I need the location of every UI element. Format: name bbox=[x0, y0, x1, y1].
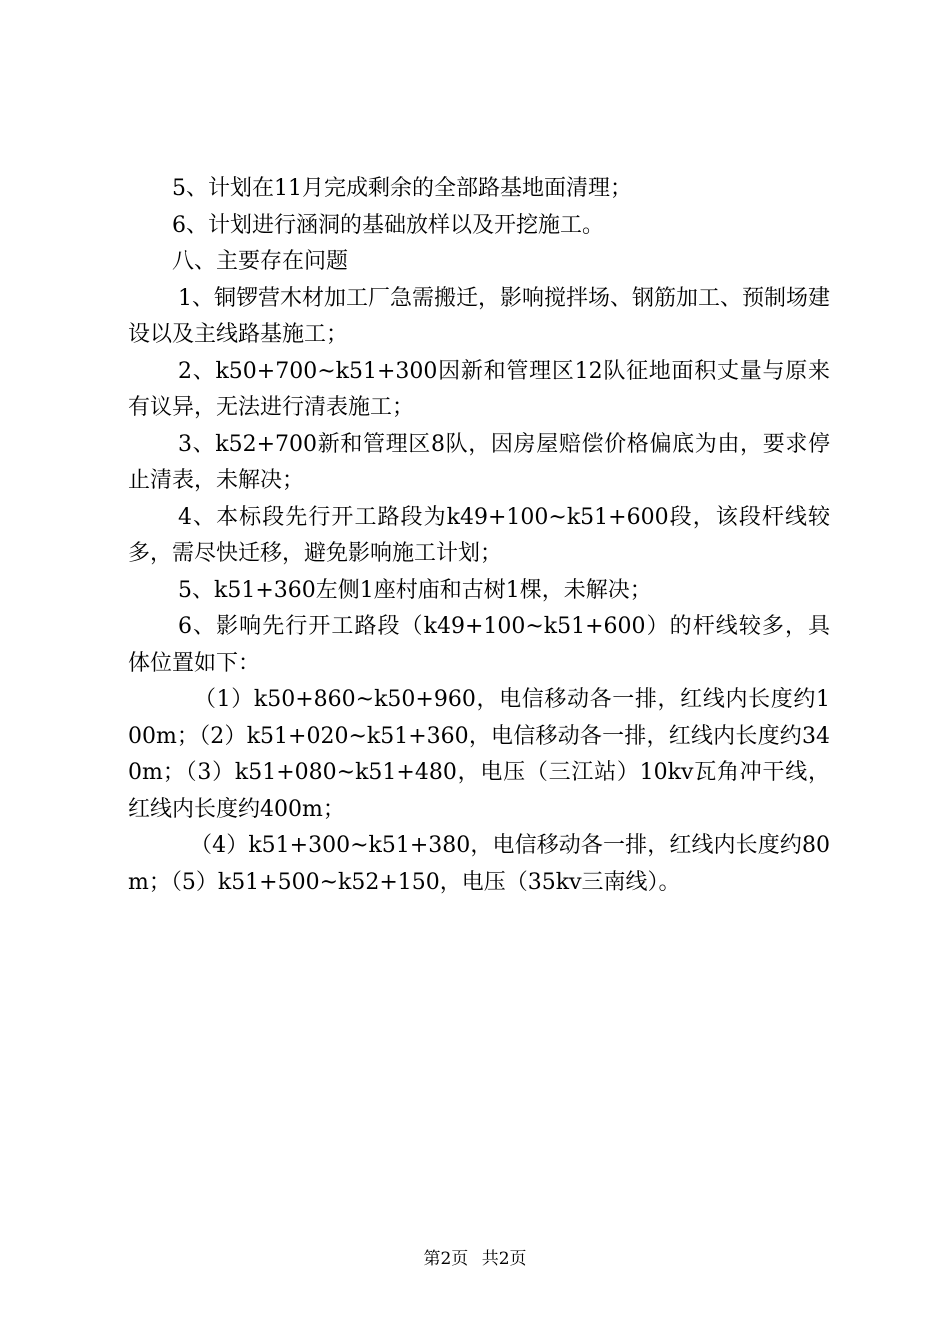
page-total: 共2页 bbox=[481, 1249, 527, 1269]
paragraph: 5、k51+360左侧1座村庙和古树1棵，未解决； bbox=[178, 577, 652, 603]
paragraph: 5、计划在11月完成剩余的全部路基地面清理； bbox=[172, 176, 632, 201]
paragraph: 4、本标段先行开工路段为k49+100~k51+600段，该段杆线较多，需尽快迁移，避免影响施工计划； bbox=[128, 504, 830, 566]
paragraph: （1）k50+860~k50+960，电信移动各一排，红线内长度约100m；（2）k51+020~k51+360，电信移动各一排，红线内长度约340m；（3）k51+080~k51+480，电压（三江站）10kv瓦角冲干线，红线内长度约400m； bbox=[128, 687, 830, 822]
paragraph: （4）k51+300~k51+380，电信移动各一排，红线内长度约80m；（5）k51+500~k52+150，电压（35kv三南线）。 bbox=[128, 833, 830, 895]
paragraph: 2、k50+700~k51+300因新和管理区12队征地面积丈量与原来有议异，无法进行清表施工； bbox=[128, 358, 830, 420]
paragraph: 3、k52+700新和管理区8队，因房屋赔偿价格偏底为由，要求停止清表，未解决； bbox=[128, 431, 830, 493]
paragraph: 6、影响先行开工路段（k49+100~k51+600）的杆线较多，具体位置如下： bbox=[128, 614, 830, 676]
paragraph: 1、铜锣营木材加工厂急需搬迁，影响搅拌场、钢筋加工、预制场建设以及主线路基施工； bbox=[128, 285, 830, 347]
document-body bbox=[128, 171, 830, 901]
page-number: 第2页 bbox=[423, 1249, 469, 1269]
section-heading: 八、主要存在问题 bbox=[172, 249, 349, 274]
page-footer bbox=[0, 1244, 950, 1269]
paragraph: 6、计划进行涵洞的基础放样以及开挖施工。 bbox=[172, 212, 604, 238]
